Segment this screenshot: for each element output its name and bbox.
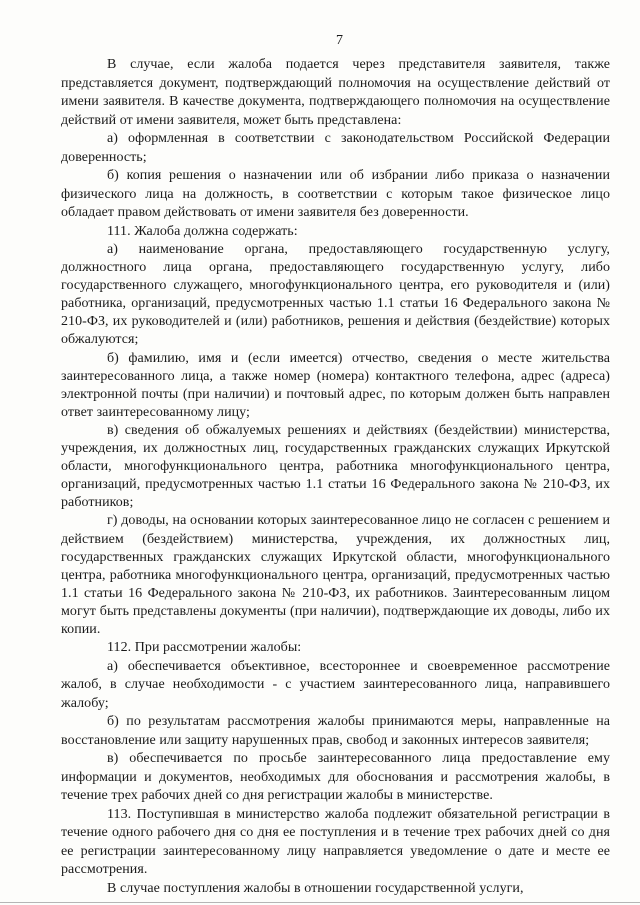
paragraph-111-item-g: г) доводы, на основании которых заинтересованное лицо не согласен с решением и действием (бездействием) министерства, учреждения, их должностных лиц, государственных гражданских служащих Иркутской области, многофункционального центра, работника многофункционального центра, организаций, предусмотренных частью 1.1 статьи 16 Федерального закона № 210-ФЗ, их работников. Заинтересованным лицом могут быть представлены документы (при наличии), подтверждающие их доводы, либо их копии. xyxy=(61,513,610,637)
paragraph-111-item-b: б) фамилию, имя и (если имеется) отчество, сведения о месте жительства заинтересованного лица, а также номер (номера) контактного телефона, адрес (адреса) электронной почты (при наличии) и почтовый адрес, по которым должен быть направлен ответ заинтересованному лицу; xyxy=(61,350,610,420)
paragraph-final-partial: В случае поступления жалобы в отношении государственной услуги, xyxy=(107,880,524,896)
paragraph-section-113: 113. Поступившая в министерство жалоба подлежит обязательной регистрации в течение одного рабочего дня со дня ее поступления и в течение трех рабочих дней со дня ее регистрации заинтересованному лицу направляется уведомление о дате и месте ее рассмотрения. xyxy=(61,806,610,878)
page-number: 7 xyxy=(336,33,343,48)
paragraph-item-b-appointment-copy: б) копия решения о назначении или об избрании либо приказа о назначении физического лица на должность, в соответствии с которым такое физическое лицо обладает правом действовать от имени заявителя без доверенности. xyxy=(61,168,610,220)
paragraph-111-item-a: а) наименование органа, предоставляющего государственную услугу, должностного лица органа, предоставляющего государственную услугу, либо государственного служащего, многофункционального центра, его руководителя и (или) работника, организаций, предусмотренных частью 1.1 статьи 16 Федерального закона № 210-ФЗ, их руководителей и (или) работников, решения и действия (бездействие) которых обжалуются; xyxy=(61,242,610,348)
page-bottom-edge xyxy=(0,902,640,903)
paragraph-111-item-v: в) сведения об обжалуемых решениях и действиях (бездействии) министерства, учреждения, их должностных лиц, государственных гражданских служащих Иркутской области, многофункционального центра, работника многофункционального центра, организаций, предусмотренных частью 1.1 статьи 16 Федерального закона № 210-ФЗ, их работников; xyxy=(61,422,610,511)
paragraph-representative: В случае, если жалоба подается через представителя заявителя, также представляется документ, подтверждающий полномочия на осуществление действий от имени заявителя. В качестве документа, подтверждающего полномочия на осуществление действий от имени заявителя, может быть представлена: xyxy=(61,57,610,128)
paragraph-112-item-a: а) обеспечивается объективное, всестороннее и своевременное рассмотрение жалоб, в случае необходимости - с участием заинтересованного лица, направившего жалобу; xyxy=(61,658,610,711)
paragraph-112-item-b: б) по результатам рассмотрения жалобы принимаются меры, направленные на восстановление или защиту нарушенных прав, свобод и законных интересов заявителя; xyxy=(61,714,610,748)
paragraph-112-item-v: в) обеспечивается по просьбе заинтересованного лица предоставление ему информации и документов, необходимых для обоснования и рассмотрения жалобы, в течение трех рабочих дней со дня регистрации жалобы в министерстве. xyxy=(61,751,610,804)
paragraph-section-111-heading: 111. Жалоба должна содержать: xyxy=(107,223,298,239)
paragraph-item-a-power-of-attorney: а) оформленная в соответствии с законодательством Российской Федерации доверенность; xyxy=(61,131,610,165)
paragraph-section-112-heading: 112. При рассмотрении жалобы: xyxy=(107,640,302,656)
